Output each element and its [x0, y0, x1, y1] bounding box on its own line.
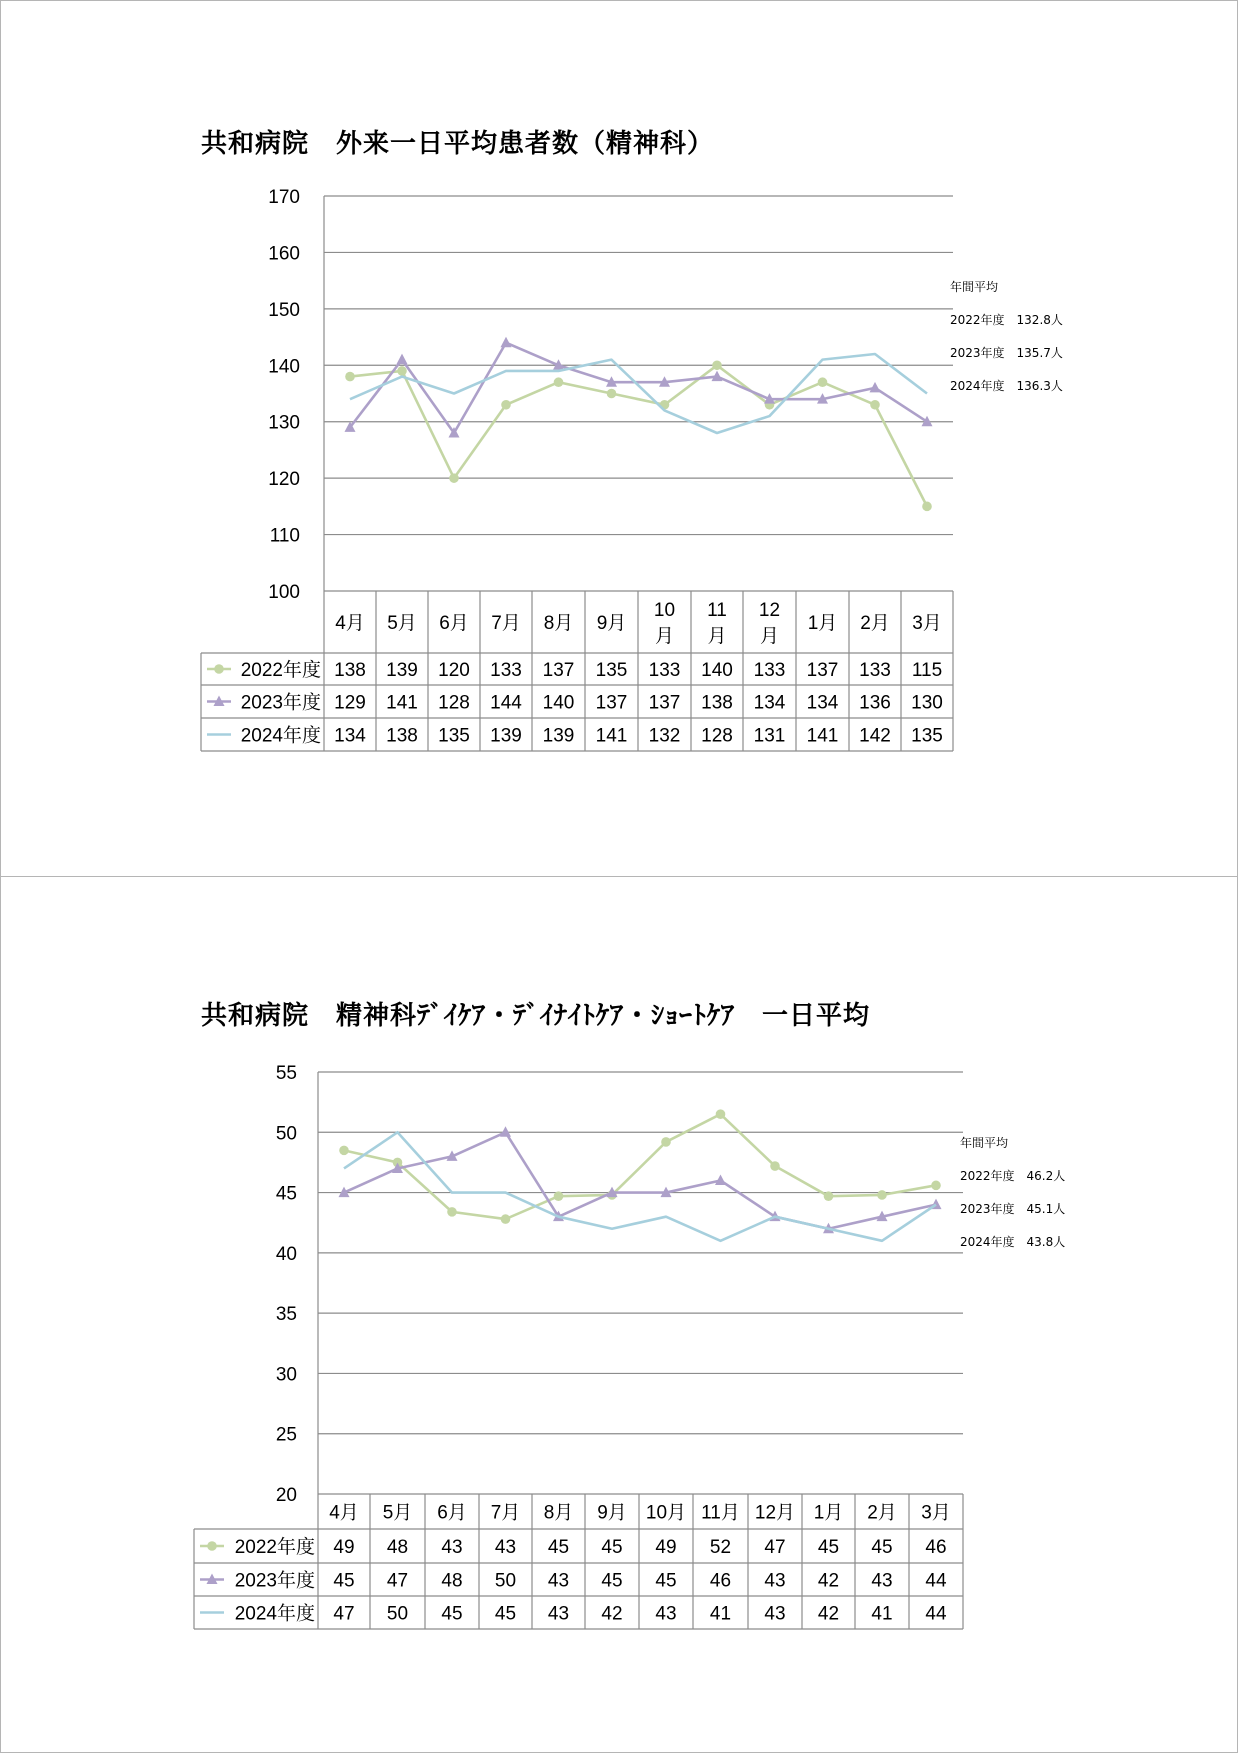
data-label: 135: [911, 725, 943, 747]
data-label: 47: [386, 1570, 409, 1592]
data-label: 137: [542, 660, 575, 681]
annual-average-note: 2023年度 135.7人: [950, 346, 1063, 360]
data-label: 133: [753, 660, 786, 681]
x-tick-label: 9月: [597, 1502, 627, 1524]
data-label: 138: [701, 692, 733, 714]
data-point: [345, 372, 355, 382]
legend-key-marker: [214, 664, 224, 674]
annual-average-note: 2022年度 46.2人: [960, 1169, 1066, 1183]
y-tick-label: 30: [275, 1364, 297, 1386]
data-point: [712, 360, 722, 370]
x-tick-label: 2月: [867, 1502, 897, 1524]
data-label: 43: [655, 1603, 677, 1625]
outpatient-chart: [1, 1, 1239, 878]
data-label: 45: [547, 1537, 570, 1558]
x-tick-label: 3月: [921, 1502, 951, 1524]
legend-label: 2024年度: [240, 725, 321, 747]
page-daycare: [0, 876, 1238, 1753]
annual-average-note: 年間平均: [950, 280, 999, 294]
annual-average-note: 2024年度 43.8人: [960, 1235, 1066, 1249]
x-tick-label: 1月: [807, 613, 838, 634]
y-tick-label: 20: [275, 1485, 297, 1506]
legend-label: 2023年度: [234, 1570, 315, 1592]
data-label: 140: [701, 660, 733, 681]
data-point: [770, 1161, 780, 1171]
x-tick-label: 5月: [387, 613, 417, 634]
data-label: 45: [817, 1537, 840, 1558]
data-label: 133: [490, 660, 522, 681]
x-tick-label: 5月: [382, 1502, 413, 1524]
data-point: [397, 366, 407, 376]
legend-label: 2024年度: [234, 1603, 315, 1625]
data-point: [500, 1126, 511, 1136]
data-point: [824, 1191, 834, 1201]
data-label: 50: [494, 1570, 517, 1592]
data-label: 50: [386, 1603, 409, 1625]
data-label: 128: [438, 692, 470, 714]
data-label: 44: [925, 1603, 947, 1625]
data-label: 137: [806, 660, 839, 681]
data-label: 120: [438, 660, 470, 681]
data-point: [397, 354, 408, 365]
data-label: 135: [438, 725, 470, 747]
y-tick-label: 35: [275, 1304, 297, 1326]
data-point: [501, 1214, 511, 1224]
data-point: [449, 473, 459, 483]
data-label: 44: [925, 1570, 947, 1592]
data-label: 134: [753, 692, 786, 714]
x-tick-label: 12: [758, 600, 781, 621]
data-label: 141: [595, 725, 628, 747]
y-tick-label: 40: [275, 1243, 297, 1265]
data-point: [870, 400, 880, 410]
data-point: [607, 389, 617, 399]
data-point: [870, 382, 881, 393]
x-tick-label: 8月: [543, 613, 574, 634]
x-tick-label: 6月: [439, 613, 469, 634]
y-tick-label: 100: [268, 582, 300, 603]
data-label: 136: [859, 692, 891, 714]
data-label: 141: [386, 692, 418, 714]
y-tick-label: 160: [268, 243, 300, 265]
data-point: [716, 1109, 726, 1119]
chart-title: 共和病院 外来一日平均患者数（精神科）: [201, 129, 715, 159]
data-point: [922, 416, 933, 427]
data-label: 134: [806, 692, 839, 714]
x-tick-label: 4月: [329, 1502, 359, 1524]
annual-average-note: 2023年度 45.1人: [960, 1202, 1066, 1216]
data-label: 43: [494, 1537, 517, 1558]
legend-label: 2022年度: [240, 660, 321, 681]
data-label: 115: [911, 660, 943, 681]
data-label: 52: [709, 1537, 732, 1558]
daycare-chart: [1, 877, 1239, 1754]
data-label: 48: [386, 1537, 409, 1558]
data-label: 48: [441, 1570, 463, 1592]
data-label: 42: [601, 1603, 623, 1625]
data-label: 134: [334, 725, 366, 747]
data-label: 45: [601, 1537, 623, 1558]
data-label: 129: [334, 692, 366, 714]
x-tick-label: 11: [707, 600, 727, 621]
y-tick-label: 150: [268, 299, 300, 321]
data-point: [661, 1137, 671, 1147]
data-point: [931, 1181, 941, 1191]
data-label: 47: [333, 1603, 355, 1625]
data-point: [501, 337, 512, 348]
data-label: 41: [709, 1603, 732, 1625]
data-label: 137: [648, 692, 681, 714]
data-label: 135: [595, 660, 628, 681]
data-label: 45: [871, 1537, 893, 1558]
y-tick-label: 110: [269, 525, 300, 547]
data-label: 45: [441, 1603, 463, 1625]
y-tick-label: 25: [275, 1424, 297, 1446]
annual-average-note: 年間平均: [960, 1136, 1009, 1150]
data-label: 45: [601, 1570, 623, 1592]
x-tick-label: 4月: [335, 613, 365, 634]
data-label: 144: [490, 692, 522, 714]
x-tick-label: 8月: [543, 1502, 574, 1524]
y-tick-label: 45: [275, 1183, 297, 1205]
y-tick-label: 140: [268, 356, 300, 378]
data-label: 139: [542, 725, 575, 747]
data-label: 128: [701, 725, 733, 747]
x-tick-label: 3月: [912, 613, 942, 634]
chart-title: 共和病院 精神科ﾃﾞｲｹｱ・ﾃﾞｲﾅｲﾄｹｱ・ｼｮｰﾄｹｱ 一日平均: [201, 1001, 871, 1031]
y-tick-label: 130: [268, 412, 300, 434]
data-label: 43: [764, 1570, 786, 1592]
data-label: 43: [547, 1603, 570, 1625]
series-line: [344, 1132, 936, 1228]
data-label: 43: [547, 1570, 570, 1592]
y-tick-label: 50: [275, 1123, 297, 1145]
y-tick-label: 55: [275, 1063, 297, 1084]
data-label: 45: [655, 1570, 677, 1592]
data-label: 46: [709, 1570, 732, 1592]
data-label: 142: [859, 725, 891, 747]
x-tick-label: 7月: [491, 613, 521, 634]
x-tick-label: 11月: [701, 1502, 740, 1524]
data-point: [818, 377, 828, 387]
data-label: 41: [871, 1603, 893, 1625]
data-label: 43: [871, 1570, 893, 1592]
data-point: [501, 400, 511, 410]
annual-average-note: 2024年度 136.3人: [950, 379, 1063, 393]
x-tick-label: 月: [759, 626, 780, 647]
data-label: 141: [806, 725, 839, 747]
x-tick-label: 月: [707, 626, 727, 647]
legend-label: 2023年度: [240, 692, 321, 714]
data-label: 133: [859, 660, 891, 681]
data-label: 130: [911, 692, 943, 714]
data-label: 42: [817, 1603, 840, 1625]
data-label: 43: [441, 1537, 463, 1558]
data-label: 133: [648, 660, 681, 681]
data-label: 43: [764, 1603, 786, 1625]
x-tick-label: 1月: [813, 1502, 844, 1524]
data-point: [447, 1207, 457, 1217]
page-outpatient: [0, 0, 1238, 877]
data-point: [339, 1146, 349, 1156]
annual-average-note: 2022年度 132.8人: [950, 313, 1063, 327]
data-label: 49: [333, 1537, 355, 1558]
data-label: 45: [333, 1570, 355, 1592]
series-line: [344, 1114, 936, 1219]
data-label: 49: [655, 1537, 677, 1558]
data-label: 139: [490, 725, 522, 747]
data-label: 45: [494, 1603, 517, 1625]
x-tick-label: 6月: [437, 1502, 467, 1524]
data-label: 131: [753, 725, 786, 747]
legend-key-marker: [207, 1541, 217, 1551]
data-label: 42: [817, 1570, 840, 1592]
data-label: 140: [542, 692, 575, 714]
data-point: [554, 377, 564, 387]
x-tick-label: 10: [653, 600, 676, 621]
x-tick-label: 10月: [645, 1502, 687, 1524]
y-tick-label: 120: [268, 469, 300, 491]
data-label: 137: [595, 692, 628, 714]
data-label: 138: [386, 725, 418, 747]
x-tick-label: 12月: [754, 1502, 796, 1524]
x-tick-label: 7月: [490, 1502, 521, 1524]
data-label: 139: [386, 660, 418, 681]
data-label: 138: [334, 660, 366, 681]
data-point: [554, 1191, 564, 1201]
data-label: 47: [764, 1537, 786, 1558]
data-point: [877, 1190, 887, 1200]
data-label: 132: [648, 725, 681, 747]
x-tick-label: 月: [654, 626, 675, 647]
data-point: [715, 1175, 726, 1186]
y-tick-label: 170: [268, 187, 300, 208]
x-tick-label: 2月: [860, 613, 890, 634]
data-point: [922, 502, 932, 512]
legend-label: 2022年度: [234, 1537, 315, 1558]
x-tick-label: 9月: [596, 613, 627, 634]
data-label: 46: [925, 1537, 947, 1558]
